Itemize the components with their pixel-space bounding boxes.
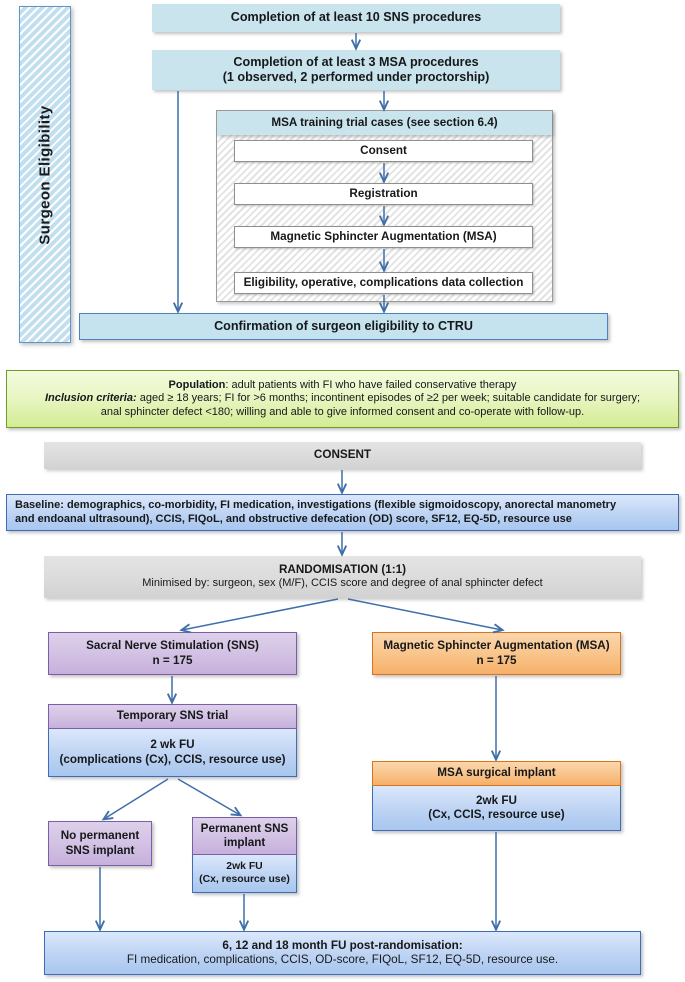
node-msa-training-header <box>217 111 552 135</box>
node-temporary-sns-fu-line1: 2 wk FU <box>150 738 195 752</box>
node-permanent-sns-implant <box>192 817 297 855</box>
node-randomisation-title: RANDOMISATION (1:1) <box>278 563 407 577</box>
node-training-step-consent-label: Consent <box>360 143 407 157</box>
node-no-permanent-sns-implant-line2: SNS implant <box>65 843 135 857</box>
node-temporary-sns-fu-line2: (complications (Cx), CCIS, resource use) <box>59 752 286 766</box>
node-population-inclusion <box>6 370 679 428</box>
node-no-permanent-sns-implant-line1: No permanent <box>60 829 140 843</box>
node-baseline-line1: Baseline: demographics, co-morbidity, FI medication, investigations (flexible sigmoidoscopy, anorectal manometry <box>15 499 617 512</box>
surgeon-eligibility-sidebar <box>19 6 71 343</box>
node-msa-training-header-label: MSA training trial cases (see section 6.4) <box>271 115 498 129</box>
population-line-1 <box>17 379 668 392</box>
node-confirmation-ctru-label: Confirmation of surgeon eligibility to CTRU <box>214 318 473 333</box>
group-temporary-sns-trial <box>48 704 297 777</box>
group-permanent-sns-implant <box>192 817 297 893</box>
node-randomisation-subtitle: Minimised by: surgeon, sex (M/F), CCIS score and degree of anal sphincter defect <box>142 577 543 590</box>
population-text: : adult patients with FI who have failed conservative therapy <box>225 378 517 391</box>
node-temporary-sns-fu <box>48 729 297 777</box>
node-sns-procedures-label: Completion of at least 10 SNS procedures <box>230 10 482 25</box>
inclusion-criteria-line1: aged ≥ 18 years; FI for >6 months; incontinent episodes of ≥2 per week; suitable candidate for surgery; <box>136 392 641 405</box>
node-baseline <box>6 494 679 531</box>
node-training-step-msa-label: Magnetic Sphincter Augmentation (MSA) <box>270 229 497 243</box>
node-confirmation-ctru <box>79 313 608 340</box>
population-label: Population <box>168 378 226 391</box>
surgeon-eligibility-label: Surgeon Eligibility <box>36 104 54 245</box>
node-msa-fu-line2: (Cx, CCIS, resource use) <box>428 808 565 821</box>
node-msa-procedures-line1: Completion of at least 3 MSA procedures <box>233 54 479 69</box>
node-msa-arm-n: n = 175 <box>476 653 517 667</box>
arrow-randomisation-to-msa <box>348 599 502 630</box>
node-no-permanent-sns-implant <box>48 821 152 866</box>
node-permanent-sns-fu-line2: (Cx, resource use) <box>199 873 290 885</box>
node-randomisation <box>44 556 641 598</box>
node-msa-surgical-implant <box>372 761 621 786</box>
node-temporary-sns-trial <box>48 704 297 729</box>
node-permanent-sns-implant-line2: implant <box>223 836 266 849</box>
node-training-step-msa <box>234 226 533 248</box>
node-permanent-sns-implant-line1: Permanent SNS <box>200 821 289 835</box>
group-msa-surgical-implant <box>372 761 621 831</box>
node-msa-surgical-implant-label: MSA surgical implant <box>437 766 556 780</box>
inclusion-criteria-line2: anal sphincter defect <180; willing and able to give informed consent and co-operate with follow-up. <box>100 405 585 418</box>
node-sns-procedures <box>152 4 560 32</box>
arrow-temporary-to-permanent <box>178 779 240 815</box>
node-msa-procedures-line2: (1 observed, 2 performed under proctorship) <box>222 70 490 84</box>
node-consent <box>44 442 641 469</box>
node-temporary-sns-trial-label: Temporary SNS trial <box>116 709 229 723</box>
node-training-step-consent <box>234 140 533 162</box>
node-training-step-data-collection <box>234 272 533 294</box>
node-permanent-sns-fu <box>192 855 297 893</box>
node-consent-label: CONSENT <box>313 448 372 462</box>
node-sns-arm-title: Sacral Nerve Stimulation (SNS) <box>86 639 259 653</box>
population-line-2 <box>17 392 668 405</box>
node-final-followup-line1: 6, 12 and 18 month FU post-randomisation: <box>222 938 463 952</box>
node-training-step-registration <box>234 183 533 205</box>
inclusion-criteria-label: Inclusion criteria: <box>44 392 137 405</box>
node-msa-fu-line1: 2wk FU <box>476 793 517 807</box>
node-training-step-registration-label: Registration <box>349 186 418 200</box>
node-final-followup-line2: FI medication, complications, CCIS, OD-score, FIQoL, SF12, EQ-5D, resource use. <box>126 953 559 966</box>
node-msa-procedures <box>152 50 560 90</box>
node-sns-arm <box>48 632 297 675</box>
node-msa-arm-title: Magnetic Sphincter Augmentation (MSA) <box>383 639 610 653</box>
node-permanent-sns-fu-line1: 2wk FU <box>226 860 263 872</box>
node-msa-fu <box>372 786 621 831</box>
arrow-randomisation-to-sns <box>182 599 338 630</box>
node-final-followup <box>44 931 641 975</box>
node-baseline-line2: and endoanal ultrasound), CCIS, FIQoL, and obstructive defecation (OD) score, SF12, EQ-5D, resource use <box>15 512 572 525</box>
node-sns-arm-n: n = 175 <box>152 653 193 667</box>
arrow-temporary-to-no-permanent <box>104 779 168 819</box>
node-training-step-data-collection-label: Eligibility, operative, complications data collection <box>243 275 524 289</box>
node-msa-arm <box>372 632 621 675</box>
